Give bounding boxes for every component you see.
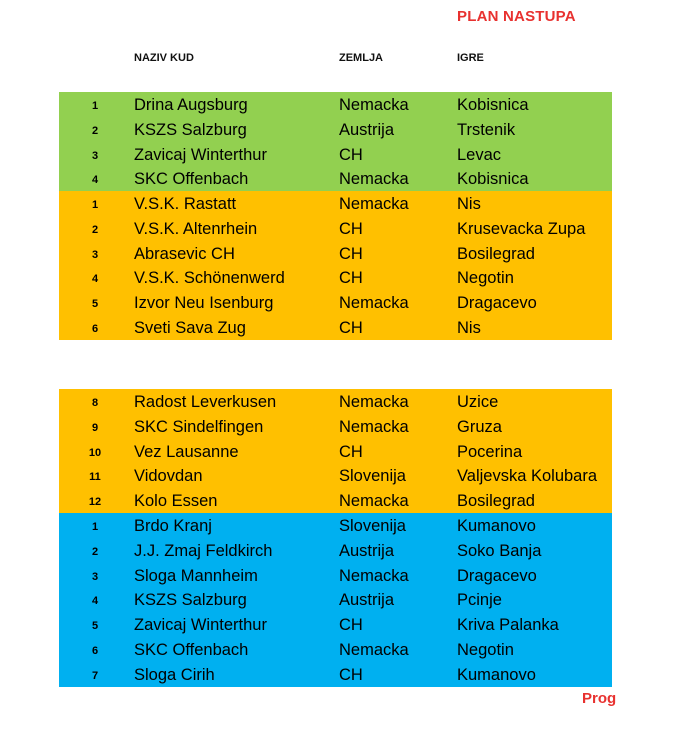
kud-name: V.S.K. Rastatt bbox=[134, 195, 237, 213]
country-cell: Austrija bbox=[339, 120, 395, 139]
row-number: 8 bbox=[91, 397, 99, 409]
table-row bbox=[59, 241, 612, 266]
kud-name: Radost Leverkusen bbox=[134, 393, 277, 411]
table-row bbox=[59, 117, 612, 142]
country-cell: Nemacka bbox=[339, 566, 409, 585]
games-cell: Krusevacka Zupa bbox=[457, 219, 586, 238]
games-cell: Pcinje bbox=[457, 591, 502, 610]
kud-name: SKC Sindelfingen bbox=[134, 417, 264, 436]
country-cell: CH bbox=[339, 219, 363, 238]
row-number: 6 bbox=[91, 322, 99, 335]
kud-name: Kolo Essen bbox=[134, 492, 218, 511]
country-cell: CH bbox=[339, 442, 363, 461]
games-cell: Nis bbox=[457, 195, 481, 213]
kud-name: Drina Augsburg bbox=[134, 96, 248, 114]
table-row bbox=[59, 166, 612, 191]
row-number: 1 bbox=[91, 521, 99, 533]
row-number: 4 bbox=[91, 595, 99, 608]
country-cell: Nemacka bbox=[339, 195, 409, 213]
kud-name: V.S.K. Altenrhein bbox=[134, 219, 258, 238]
table-row bbox=[59, 216, 612, 241]
row-number: 2 bbox=[91, 124, 99, 137]
kud-name: Brdo Kranj bbox=[134, 517, 212, 535]
row-number: 4 bbox=[91, 174, 99, 187]
kud-name: J.J. Zmaj Feldkirch bbox=[134, 541, 273, 560]
row-number: 1 bbox=[91, 199, 99, 211]
country-cell: Nemacka bbox=[339, 294, 409, 313]
country-cell: Slovenija bbox=[339, 467, 406, 486]
row-number: 12 bbox=[88, 496, 102, 509]
table-row bbox=[59, 538, 612, 563]
country-cell: Austrija bbox=[339, 591, 395, 610]
row-number: 9 bbox=[91, 421, 99, 434]
kud-name: SKC Offenbach bbox=[134, 170, 249, 189]
table-row bbox=[59, 414, 612, 439]
country-cell: Austrija bbox=[339, 541, 395, 560]
kud-name: Zavicaj Winterthur bbox=[134, 616, 267, 635]
kud-name: Zavicaj Winterthur bbox=[134, 145, 267, 164]
table-row bbox=[59, 439, 612, 464]
row-number: 3 bbox=[91, 570, 99, 583]
games-cell: Valjevska Kolubara bbox=[457, 467, 598, 486]
table-row bbox=[59, 142, 612, 167]
games-cell: Bosilegrad bbox=[457, 244, 535, 263]
kud-name: Vez Lausanne bbox=[134, 442, 239, 461]
table-row bbox=[59, 463, 612, 488]
header-games: IGRE bbox=[457, 52, 484, 64]
games-cell: Kumanovo bbox=[457, 517, 536, 535]
table-row bbox=[59, 92, 612, 117]
games-cell: Dragacevo bbox=[457, 566, 537, 585]
table-row bbox=[59, 290, 612, 315]
table-row bbox=[59, 315, 612, 340]
table-row bbox=[59, 587, 612, 612]
country-cell: Nemacka bbox=[339, 640, 409, 659]
table-row bbox=[59, 662, 612, 687]
row-number: 2 bbox=[91, 545, 99, 558]
games-cell: Kobisnica bbox=[457, 96, 529, 114]
table-row bbox=[59, 389, 612, 414]
kud-name: KSZS Salzburg bbox=[134, 591, 247, 610]
country-cell: Nemacka bbox=[339, 417, 409, 436]
kud-name: Izvor Neu Isenburg bbox=[134, 294, 274, 313]
table-row bbox=[59, 265, 612, 290]
country-cell: CH bbox=[339, 616, 363, 635]
country-cell: Slovenija bbox=[339, 517, 406, 535]
table-row bbox=[59, 612, 612, 637]
games-cell: Levac bbox=[457, 145, 502, 164]
games-cell: Negotin bbox=[457, 640, 514, 659]
kud-name: V.S.K. Schönenwerd bbox=[134, 269, 285, 288]
row-number: 2 bbox=[91, 223, 99, 236]
kud-name: Abrasevic CH bbox=[134, 244, 235, 263]
games-cell: Pocerina bbox=[457, 442, 523, 461]
kud-name: SKC Offenbach bbox=[134, 640, 249, 659]
footer-text: Prog bbox=[582, 690, 617, 707]
country-cell: Nemacka bbox=[339, 393, 409, 411]
row-number: 5 bbox=[91, 298, 99, 311]
page-title: PLAN NASTUPA bbox=[457, 8, 576, 25]
section-block bbox=[59, 389, 612, 513]
country-cell: Nemacka bbox=[339, 96, 409, 114]
country-cell: Nemacka bbox=[339, 492, 409, 511]
games-cell: Kriva Palanka bbox=[457, 616, 559, 635]
header-name: NAZIV KUD bbox=[134, 52, 194, 64]
table-row bbox=[59, 563, 612, 588]
section-block bbox=[59, 191, 612, 340]
kud-name: Vidovdan bbox=[134, 467, 203, 486]
games-cell: Uzice bbox=[457, 393, 499, 411]
row-number: 4 bbox=[91, 273, 99, 286]
kud-name: Sloga Mannheim bbox=[134, 566, 258, 585]
country-cell: CH bbox=[339, 318, 363, 337]
games-cell: Nis bbox=[457, 318, 481, 337]
games-cell: Trstenik bbox=[457, 120, 516, 139]
country-cell: CH bbox=[339, 269, 363, 288]
section-block bbox=[59, 92, 612, 191]
games-cell: Kobisnica bbox=[457, 170, 529, 189]
country-cell: CH bbox=[339, 145, 363, 164]
games-cell: Dragacevo bbox=[457, 294, 537, 313]
table-row bbox=[59, 488, 612, 513]
kud-name: Sloga Cirih bbox=[134, 665, 215, 684]
country-cell: Nemacka bbox=[339, 170, 409, 189]
row-number: 1 bbox=[91, 100, 99, 112]
row-number: 3 bbox=[91, 149, 99, 162]
row-number: 10 bbox=[88, 446, 102, 459]
kud-name: KSZS Salzburg bbox=[134, 120, 247, 139]
row-number: 7 bbox=[91, 669, 99, 682]
country-cell: CH bbox=[339, 244, 363, 263]
table-row bbox=[59, 637, 612, 662]
games-cell: Bosilegrad bbox=[457, 492, 535, 511]
row-number: 6 bbox=[91, 644, 99, 657]
games-cell: Kumanovo bbox=[457, 665, 536, 684]
table-row bbox=[59, 191, 612, 216]
table-row bbox=[59, 513, 612, 538]
games-cell: Gruza bbox=[457, 417, 502, 436]
header-country: ZEMLJA bbox=[339, 52, 383, 64]
section-block bbox=[59, 513, 612, 687]
games-cell: Negotin bbox=[457, 269, 514, 288]
row-number: 11 bbox=[89, 471, 101, 484]
row-number: 5 bbox=[91, 620, 99, 633]
country-cell: CH bbox=[339, 665, 363, 684]
kud-name: Sveti Sava Zug bbox=[134, 318, 246, 337]
games-cell: Soko Banja bbox=[457, 541, 542, 560]
row-number: 3 bbox=[91, 248, 99, 261]
